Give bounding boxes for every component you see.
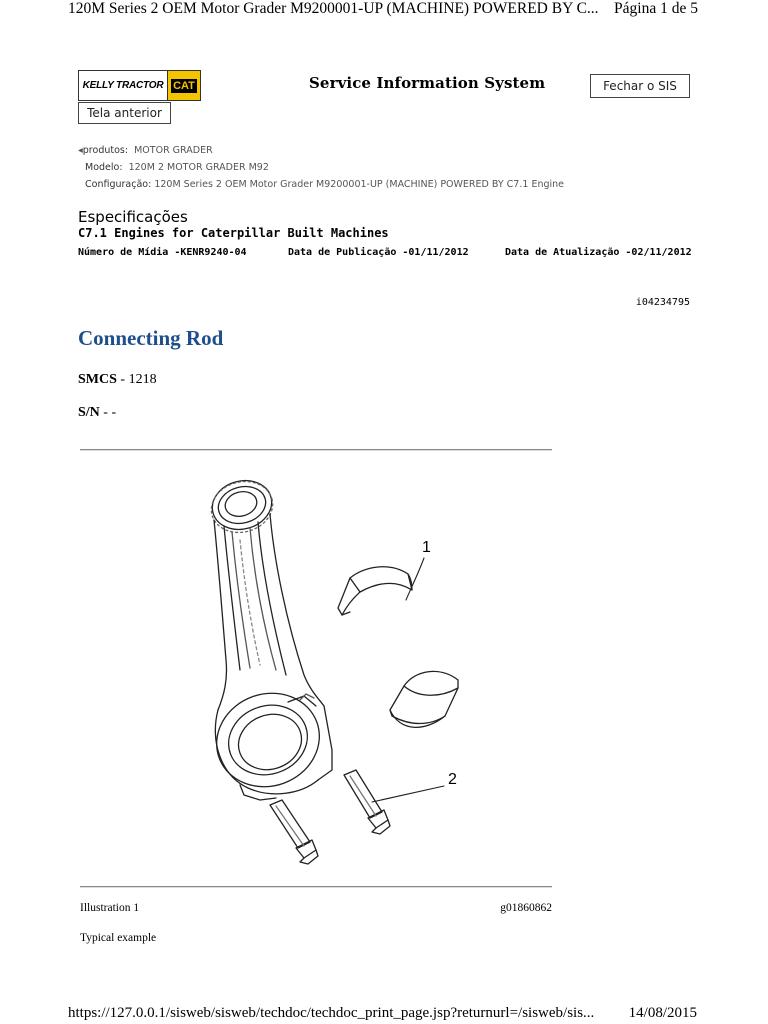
- breadcrumb-products: [78, 145, 213, 156]
- illustration-description: Typical example: [80, 932, 157, 944]
- close-sis-button[interactable]: Fechar o SIS: [590, 74, 690, 98]
- divider-top: [80, 449, 552, 451]
- document-id: i04234795: [635, 297, 690, 308]
- sn-value: - -: [103, 405, 117, 420]
- dealer-logo: [78, 70, 201, 101]
- document-subtitle: C7.1 Engines for Caterpillar Built Machines: [78, 226, 389, 240]
- back-button[interactable]: Tela anterior: [78, 102, 171, 124]
- breadcrumb-products-label: produtos:: [82, 145, 129, 156]
- smcs-label: SMCS: [78, 372, 117, 387]
- media-number: Número de Mídia -KENR9240-04: [78, 247, 247, 258]
- breadcrumb-model: [85, 162, 269, 173]
- rod-shank: [214, 514, 324, 710]
- app-title: Service Information System: [309, 74, 546, 92]
- rod-bolt-right: [344, 770, 390, 834]
- breadcrumb-model-label: Modelo:: [85, 162, 123, 173]
- print-header-title: 120M Series 2 OEM Motor Grader M9200001-UP (MACHINE) POWERED BY C...: [68, 0, 599, 17]
- publication-date: Data de Publicação -01/11/2012: [288, 247, 469, 258]
- print-footer-date: 14/08/2015: [628, 1005, 697, 1021]
- callout-2-label: 2: [448, 771, 457, 788]
- breadcrumb-config-value: 120M Series 2 OEM Motor Grader M9200001-UP (MACHINE) POWERED BY C7.1 Engine: [154, 179, 564, 190]
- print-page-number: Página 1 de 5: [614, 0, 698, 17]
- smcs-line: [78, 372, 157, 388]
- cat-logo-text: CAT: [173, 79, 195, 92]
- callout-1-label: 1: [422, 539, 431, 556]
- print-footer-url: https://127.0.0.1/sisweb/sisweb/techdoc/techdoc_print_page.jsp?returnurl=/sisweb/sis...: [68, 1005, 595, 1021]
- rod-bolt-left: [270, 800, 318, 864]
- section-heading: Especificações: [78, 208, 188, 226]
- serial-number-line: [78, 405, 116, 421]
- callout-2-leader: [372, 786, 444, 802]
- bearing-shell-upper: [338, 567, 412, 615]
- smcs-value: - 1218: [120, 372, 157, 387]
- breadcrumb-model-link[interactable]: 120M 2 MOTOR GRADER M92: [128, 162, 269, 173]
- rod-small-end: [206, 474, 279, 539]
- illustration-caption: Illustration 1: [80, 902, 140, 914]
- divider-bottom: [80, 886, 552, 888]
- page-title: Connecting Rod: [78, 326, 224, 350]
- connecting-rod-illustration: [200, 470, 500, 870]
- update-date: Data de Atualização -02/11/2012: [505, 247, 692, 258]
- bearing-shell-lower: [390, 671, 458, 727]
- breadcrumb-config-label: Configuração:: [85, 179, 152, 190]
- breadcrumb-config: [85, 179, 564, 190]
- breadcrumb-products-link[interactable]: MOTOR GRADER: [134, 145, 213, 156]
- sn-label: S/N: [78, 405, 100, 420]
- cat-logo: [167, 71, 200, 100]
- illustration-id: g01860862: [500, 902, 552, 914]
- dealer-logo-text: KELLY TRACTOR: [82, 80, 164, 91]
- breadcrumb-back-arrow-icon[interactable]: ◂: [78, 145, 83, 156]
